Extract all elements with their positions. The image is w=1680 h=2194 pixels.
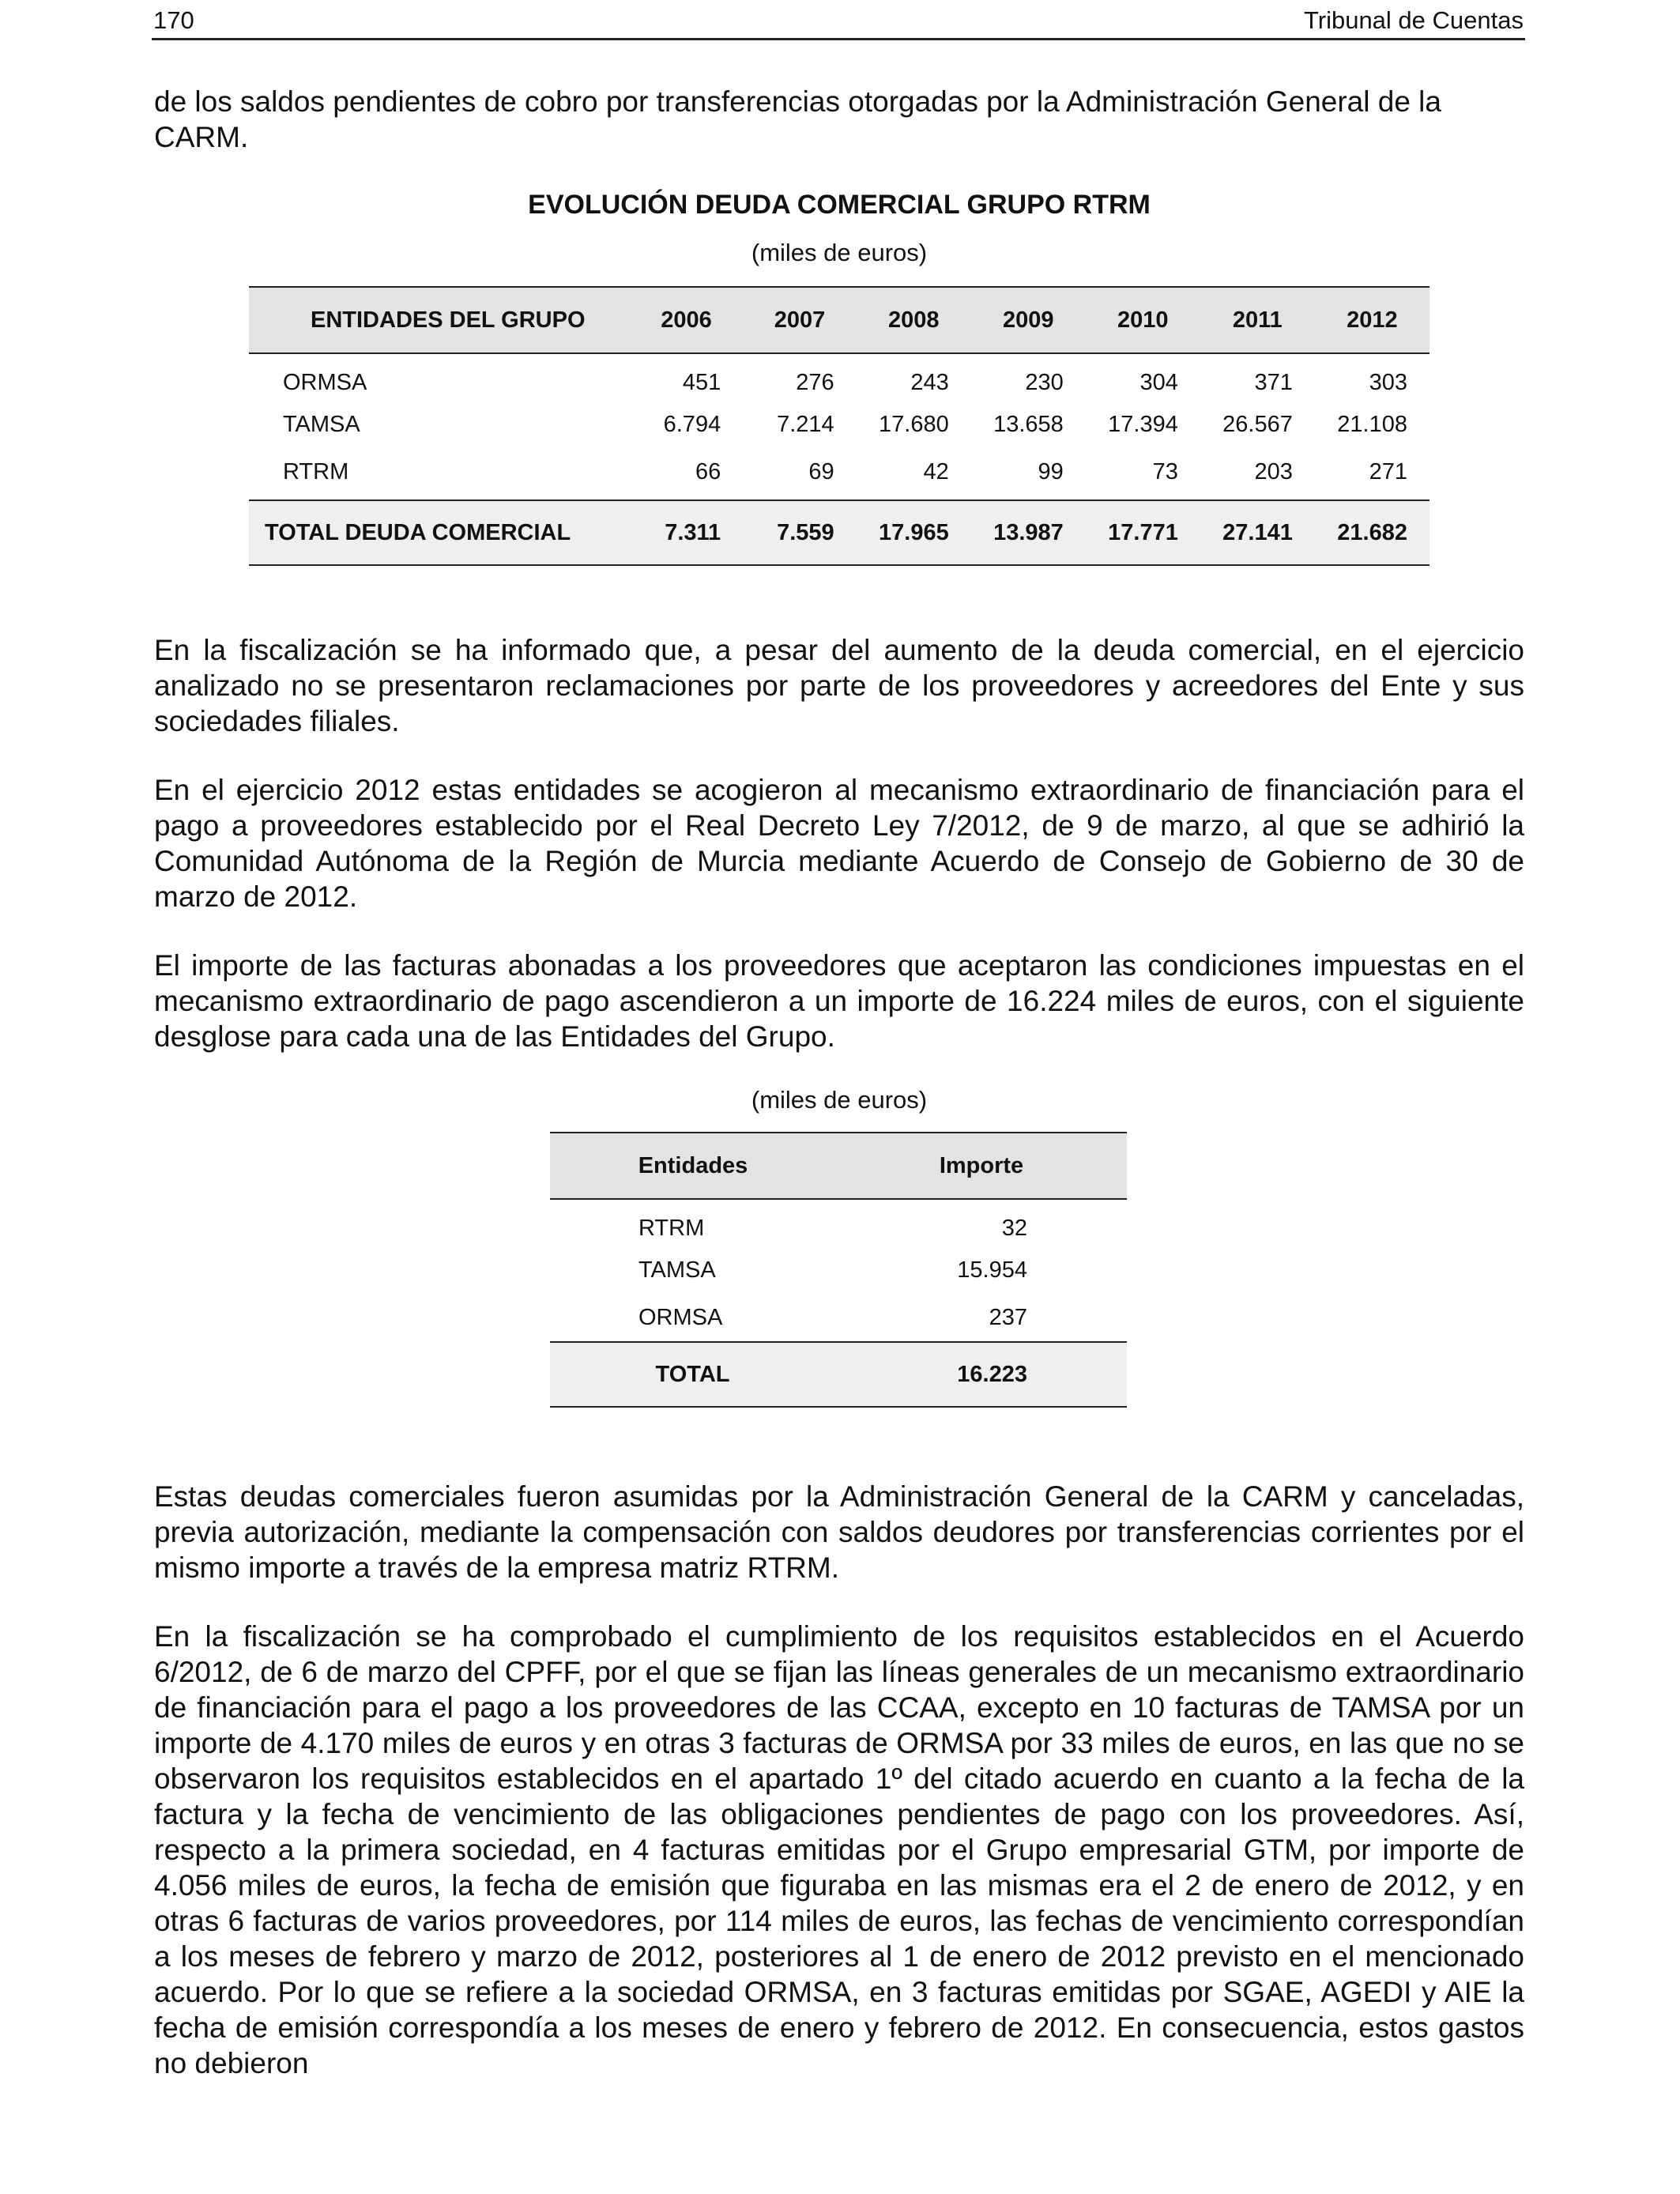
cell-value: 32	[1001, 1215, 1027, 1241]
column-header-entity: ENTIDADES DEL GRUPO	[249, 287, 630, 353]
cell-value: 99	[1038, 458, 1064, 484]
table-header-row	[249, 287, 1430, 353]
cell-value: 6.794	[663, 411, 721, 437]
column-header-year: 2010	[1086, 287, 1200, 353]
table-row	[249, 401, 1430, 448]
paragraph-4: Estas deudas comerciales fueron asumidas por la Administración General de la CARM y canceladas, previa autorización, mediante la compensación con saldos deudores por transferencias corrientes por el mismo importe a través de la empresa matriz RTRM.	[154, 1480, 1524, 1584]
column-header-year: 2007	[743, 287, 856, 353]
row-entity-name: RTRM	[283, 458, 349, 484]
total-label: TOTAL DEUDA COMERCIAL	[249, 500, 630, 565]
cell-value: 203	[1254, 458, 1293, 484]
cell-value: 17.394	[1108, 411, 1178, 437]
table1-title: EVOLUCIÓN DEUDA COMERCIAL GRUPO RTRM	[528, 190, 1151, 220]
cell-value: 73	[1152, 458, 1178, 484]
paragraph-3: El importe de las facturas abonadas a los proveedores que aceptaron las condiciones impuestas en el mecanismo extraordinario de pago ascendieron a un importe de 16.224 miles de euros, con el siguiente desglose para cada una de las Entidades del Grupo.	[154, 949, 1524, 1053]
cell-value: 17.680	[879, 411, 949, 437]
cell-value: 42	[923, 458, 949, 484]
column-header-entity: Entidades	[550, 1133, 836, 1199]
cell-value: 13.658	[993, 411, 1064, 437]
row-entity-name: ORMSA	[638, 1304, 723, 1330]
table1-units: (miles de euros)	[751, 239, 928, 266]
total-value: 7.559	[743, 500, 856, 565]
cell-value: 276	[796, 369, 834, 395]
column-header-year: 2009	[971, 287, 1086, 353]
cell-value: 451	[682, 369, 721, 395]
column-header-year: 2006	[630, 287, 743, 353]
intro-paragraph: de los saldos pendientes de cobro por transferencias otorgadas por la Administración General de la CARM.	[154, 85, 1441, 153]
total-value: 13.987	[971, 500, 1086, 565]
column-header-amount: Importe	[836, 1133, 1127, 1199]
page-number: 170	[153, 6, 194, 34]
paragraph-2: En el ejercicio 2012 estas entidades se acogieron al mecanismo extraordinario de financiación para el pago a proveedores establecido por el Real Decreto Ley 7/2012, de 9 de marzo, al que se adhirió la Comunidad Autónoma de la Región de Murcia mediante Acuerdo de Consejo de Gobierno de 30 de marzo de 2012.	[154, 774, 1524, 913]
cell-value: 21.108	[1337, 411, 1407, 437]
total-value: 7.311	[630, 500, 743, 565]
column-header-year: 2008	[857, 287, 971, 353]
column-header-year: 2012	[1315, 287, 1430, 353]
row-entity-name: ORMSA	[283, 369, 367, 395]
table-row	[249, 448, 1430, 500]
payments-breakdown-table	[550, 1132, 1127, 1408]
total-value: 17.771	[1086, 500, 1200, 565]
total-value: 16.223	[836, 1342, 1127, 1407]
total-label: TOTAL	[550, 1342, 836, 1407]
cell-value: 7.214	[777, 411, 834, 437]
table-total-row	[249, 500, 1430, 565]
total-value: 17.965	[857, 500, 971, 565]
table-header-row	[550, 1133, 1127, 1199]
debt-evolution-table	[249, 286, 1430, 566]
cell-value: 230	[1025, 369, 1064, 395]
paragraph-1: En la fiscalización se ha informado que, a pesar del aumento de la deuda comercial, en el ejercicio analizado no se presentaron reclamaciones por parte de los proveedores y acreedores del Ente y sus sociedades filiales.	[154, 634, 1524, 737]
table-total-row	[550, 1342, 1127, 1407]
row-entity-name: TAMSA	[283, 411, 360, 437]
cell-value: 26.567	[1222, 411, 1293, 437]
table2-units: (miles de euros)	[751, 1086, 928, 1114]
cell-value: 237	[989, 1304, 1027, 1330]
table-row	[550, 1199, 1127, 1246]
cell-value: 15.954	[957, 1257, 1027, 1283]
cell-value: 243	[910, 369, 949, 395]
cell-value: 271	[1369, 458, 1407, 484]
row-entity-name: TAMSA	[638, 1257, 716, 1283]
table-row	[550, 1246, 1127, 1294]
total-value: 21.682	[1315, 500, 1430, 565]
header-title: Tribunal de Cuentas	[1303, 6, 1524, 34]
cell-value: 304	[1139, 369, 1178, 395]
total-value: 27.141	[1200, 500, 1315, 565]
paragraph-5: En la fiscalización se ha comprobado el cumplimiento de los requisitos establecidos en el Acuerdo 6/2012, de 6 de marzo del CPFF, por el que se fijan las líneas generales de un mecanismo extraordinario de financiación para el pago a los proveedores de las CCAA, excepto en 10 facturas de TAMSA por un importe de 4.170 miles de euros y en otras 3 facturas de ORMSA por 33 miles de euros, en las que no se observaron los requisitos establecidos en el apartado 1º del citado acuerdo en cuanto a la fecha de la factura y la fecha de vencimiento de las obligaciones pendientes de pago con los proveedores. Así, respecto a la primera sociedad, en 4 facturas emitidas por el Grupo empresarial GTM, por importe de 4.056 miles de euros, la fecha de emisión que figuraba en las mismas era el 2 de enero de 2012, y en otras 6 facturas de varios proveedores, por 114 miles de euros, las fechas de vencimiento correspondían a los meses de febrero y marzo de 2012, posteriores al 1 de enero de 2012 previsto en el mencionado acuerdo. Por lo que se refiere a la sociedad ORMSA, en 3 facturas emitidas por SGAE, AGEDI y AIE la fecha de emisión correspondía a los meses de enero y febrero de 2012. En consecuencia, estos gastos no debieron	[154, 1620, 1524, 2079]
cell-value: 66	[695, 458, 721, 484]
table-row	[550, 1294, 1127, 1342]
cell-value: 303	[1369, 369, 1407, 395]
page-header	[152, 5, 1525, 40]
cell-value: 371	[1254, 369, 1293, 395]
table-row	[249, 353, 1430, 401]
cell-value: 69	[808, 458, 834, 484]
column-header-year: 2011	[1200, 287, 1315, 353]
row-entity-name: RTRM	[638, 1215, 705, 1241]
